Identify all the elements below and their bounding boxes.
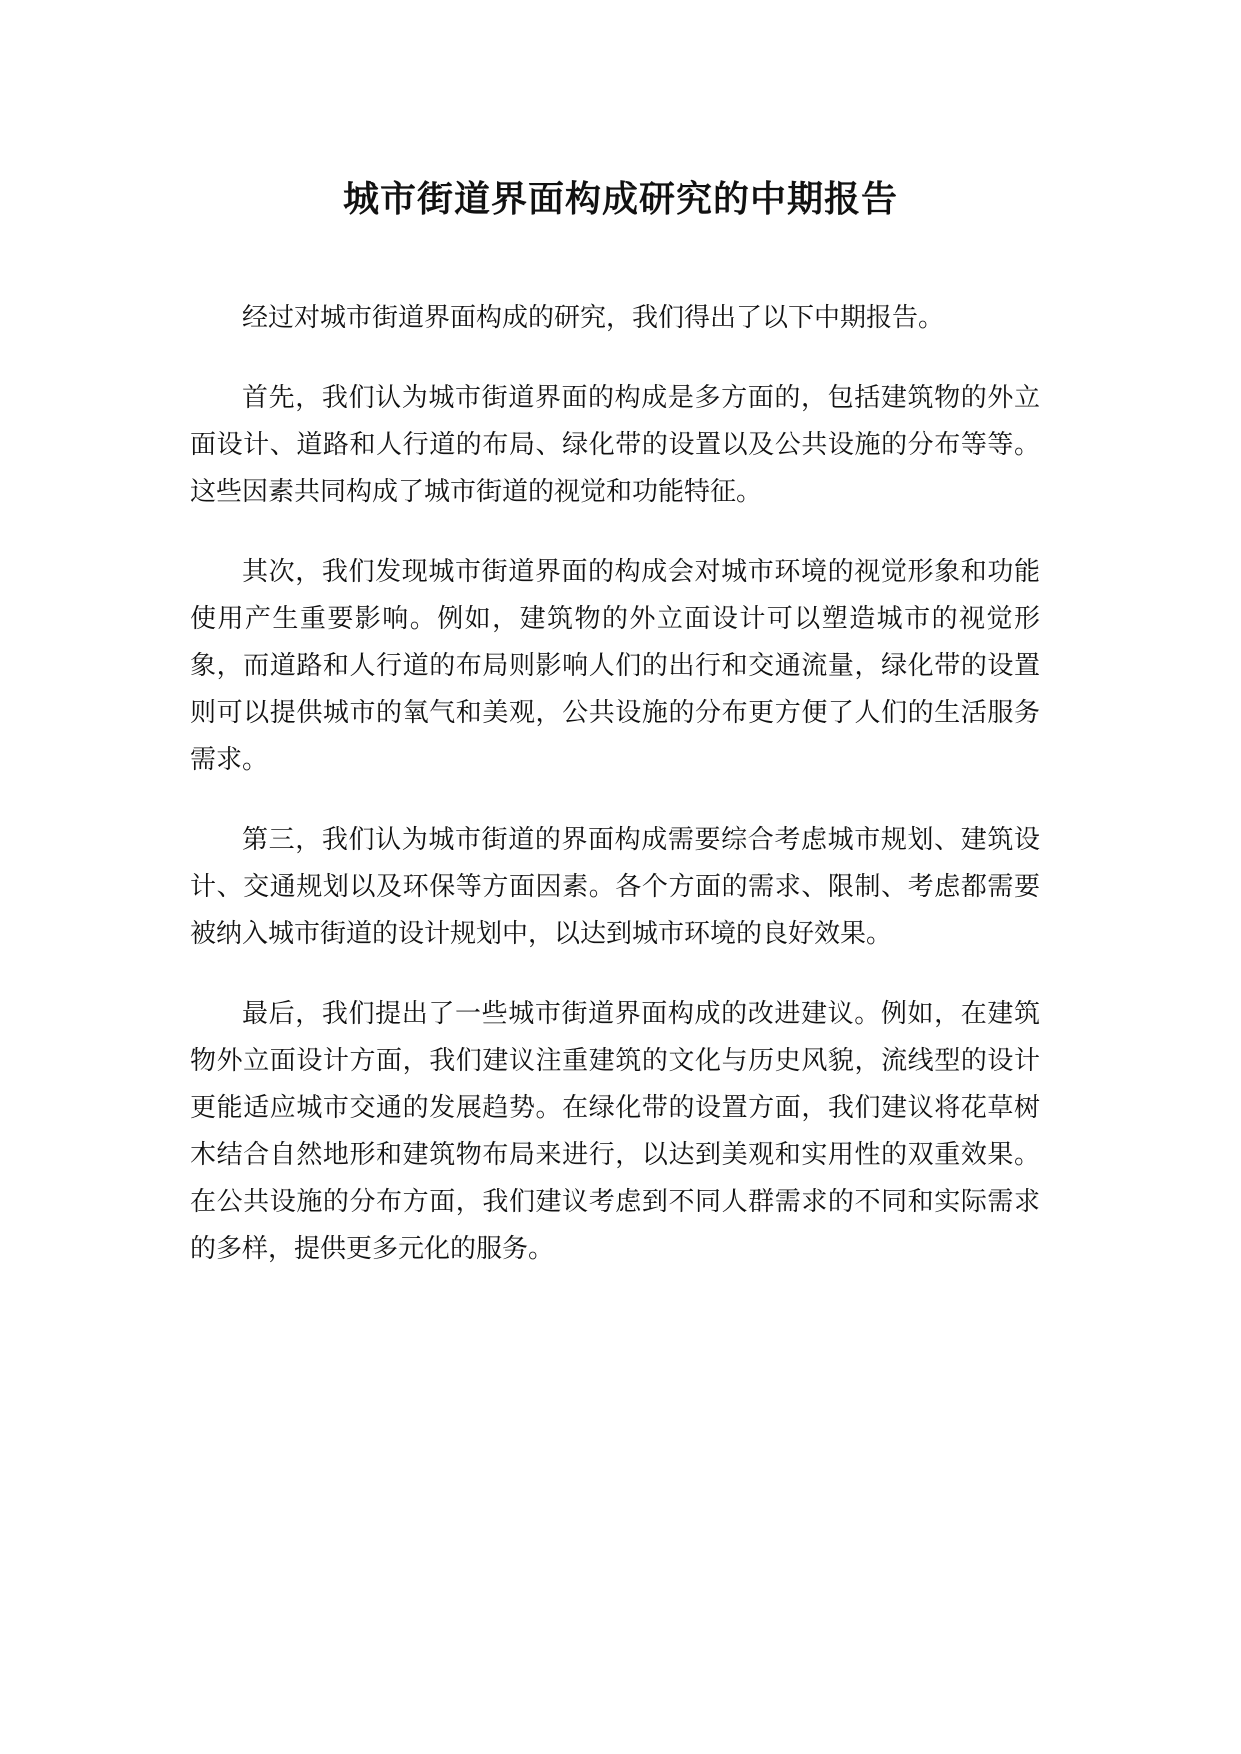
paragraph-third: 第三，我们认为城市街道的界面构成需要综合考虑城市规划、建筑设计、交通规划以及环保等方面因素。各个方面的需求、限制、考虑都需要被纳入城市街道的设计规划中，以达到城市环境的良好效果。 [190,825,1040,949]
paragraph-first: 首先，我们认为城市街道界面的构成是多方面的，包括建筑物的外立面设计、道路和人行道的布局、绿化带的设置以及公共设施的分布等等。这些因素共同构成了城市街道的视觉和功能特征。 [190,383,1040,507]
paragraph-intro: 经过对城市街道界面构成的研究，我们得出了以下中期报告。 [242,303,945,333]
paragraph-second: 其次，我们发现城市街道界面的构成会对城市环境的视觉形象和功能使用产生重要影响。例如，建筑物的外立面设计可以塑造城市的视觉形象，而道路和人行道的布局则影响人们的出行和交通流量，绿化带的设置则可以提供城市的氧气和美观，公共设施的分布更方便了人们的生活服务需求。 [190,557,1040,775]
paragraph-last: 最后，我们提出了一些城市街道界面构成的改进建议。例如，在建筑物外立面设计方面，我们建议注重建筑的文化与历史风貌，流线型的设计更能适应城市交通的发展趋势。在绿化带的设置方面，我们建议将花草树木结合自然地形和建筑物布局来进行，以达到美观和实用性的双重效果。在公共设施的分布方面，我们建议考虑到不同人群需求的不同和实际需求的多样，提供更多元化的服务。 [190,999,1040,1264]
document-title: 城市街道界面构成研究的中期报告 [342,179,898,220]
document-body [190,295,1040,1306]
